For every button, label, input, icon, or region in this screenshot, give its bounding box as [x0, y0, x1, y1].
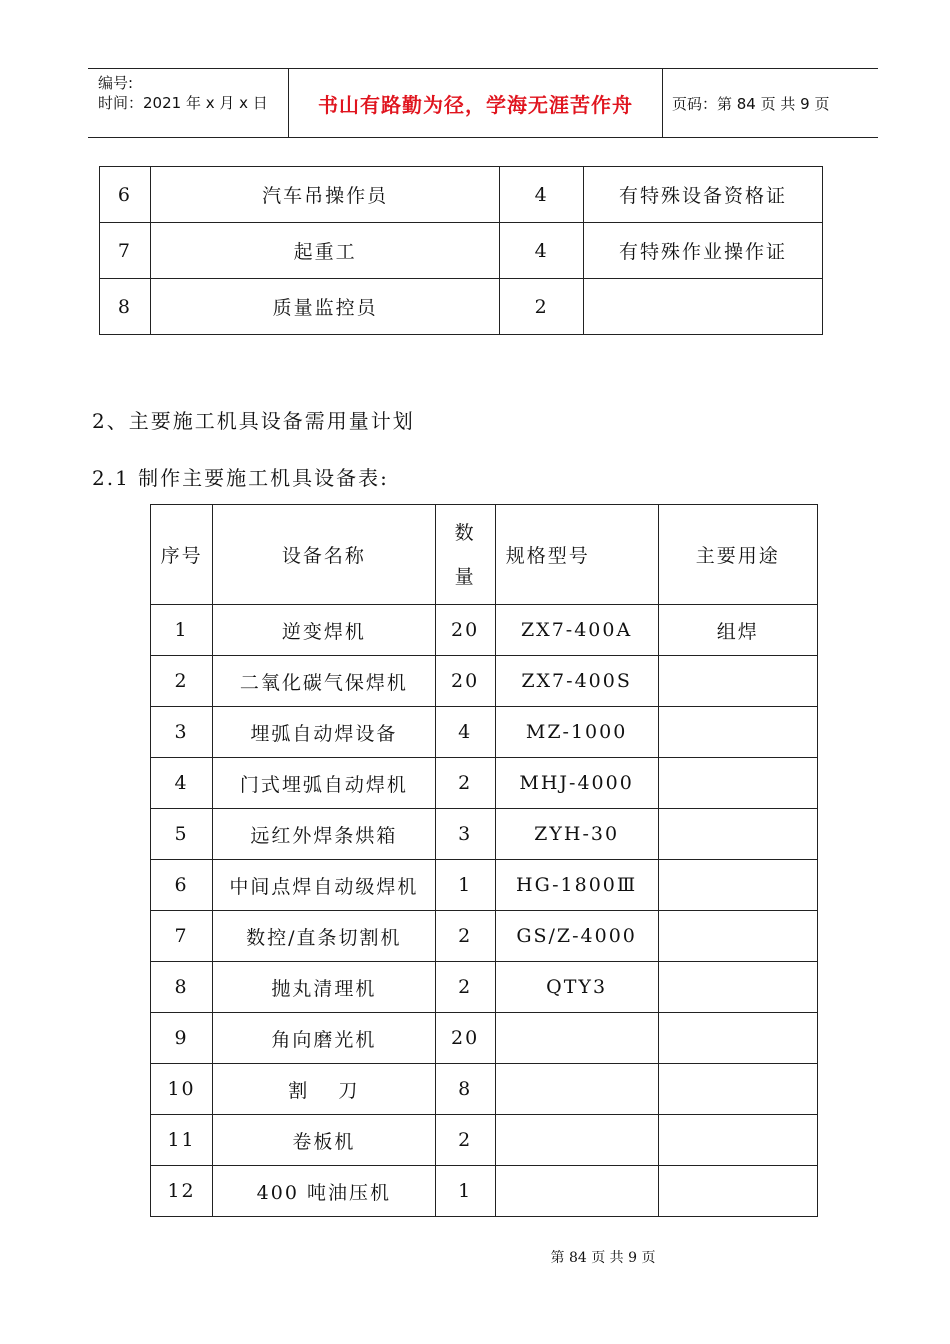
- cell-qty: 20: [435, 1013, 495, 1064]
- cell-spec: ZX7-400A: [495, 605, 658, 656]
- equipment-row: [151, 911, 818, 962]
- cell-seq: 1: [151, 605, 213, 656]
- cell-spec: ZYH-30: [495, 809, 658, 860]
- equipment-row: [151, 707, 818, 758]
- cell-seq: 9: [151, 1013, 213, 1064]
- cell-use: [658, 1013, 818, 1064]
- header-number-label: 编号:: [98, 74, 134, 92]
- header-page-info: 页码：第 84 页 共 9 页: [672, 94, 830, 113]
- cell-seq: 6: [151, 860, 213, 911]
- cell-qty: 2: [435, 911, 495, 962]
- cell-equipment-name: 中间点焊自动级焊机: [213, 860, 435, 911]
- cell-qty: 8: [435, 1064, 495, 1115]
- cell-equipment-name: 门式埋弧自动焊机: [213, 758, 435, 809]
- cell-equipment-name: 割 刀: [213, 1064, 435, 1115]
- cell-seq: 2: [151, 656, 213, 707]
- equipment-row: [151, 1013, 818, 1064]
- equipment-row: [151, 605, 818, 656]
- cell-count: 2: [500, 279, 584, 335]
- cell-use: [658, 809, 818, 860]
- cell-use: [658, 962, 818, 1013]
- cell-seq: 8: [151, 962, 213, 1013]
- cell-spec: GS/Z-4000: [495, 911, 658, 962]
- cell-equipment-name: 卷板机: [213, 1115, 435, 1166]
- page-header: [88, 68, 878, 138]
- equipment-table: [150, 504, 818, 1217]
- cell-use: [658, 1064, 818, 1115]
- cell-seq: 10: [151, 1064, 213, 1115]
- cell-spec: HG-1800Ⅲ: [495, 860, 658, 911]
- section-heading-equipment-plan: 2、主要施工机具设备需用量计划: [92, 409, 415, 433]
- cell-spec: [495, 1064, 658, 1115]
- cell-equipment-name: 埋弧自动焊设备: [213, 707, 435, 758]
- cell-spec: MHJ-4000: [495, 758, 658, 809]
- cell-use: [658, 707, 818, 758]
- header-use: 主要用途: [658, 505, 818, 605]
- cell-spec: MZ-1000: [495, 707, 658, 758]
- cell-seq: 8: [100, 279, 151, 335]
- cell-qty: 20: [435, 605, 495, 656]
- equipment-row: [151, 1166, 818, 1217]
- equipment-row: [151, 1064, 818, 1115]
- cell-qty: 2: [435, 758, 495, 809]
- cell-equipment-name: 远红外焊条烘箱: [213, 809, 435, 860]
- equipment-table-body: [151, 505, 818, 1217]
- cell-use: 组焊: [658, 605, 818, 656]
- personnel-row: [100, 167, 823, 223]
- cell-use: [658, 1115, 818, 1166]
- cell-spec: [495, 1115, 658, 1166]
- personnel-table-body: [100, 167, 823, 335]
- personnel-row: [100, 223, 823, 279]
- cell-seq: 4: [151, 758, 213, 809]
- cell-equipment-name: 400 吨油压机: [213, 1166, 435, 1217]
- cell-qty: 2: [435, 1115, 495, 1166]
- cell-equipment-name: 逆变焊机: [213, 605, 435, 656]
- cell-certificate: 有特殊设备资格证: [583, 167, 822, 223]
- cell-use: [658, 860, 818, 911]
- equipment-row: [151, 809, 818, 860]
- cell-use: [658, 656, 818, 707]
- personnel-row: [100, 279, 823, 335]
- cell-use: [658, 1166, 818, 1217]
- page-footer: [0, 1247, 950, 1267]
- header-name: 设备名称: [213, 505, 435, 605]
- cell-use: [658, 911, 818, 962]
- cell-seq: 7: [100, 223, 151, 279]
- cell-seq: 3: [151, 707, 213, 758]
- cell-equipment-name: 抛丸清理机: [213, 962, 435, 1013]
- cell-use: [658, 758, 818, 809]
- cell-role: 起重工: [150, 223, 499, 279]
- header-seq: 序号: [151, 505, 213, 605]
- cell-qty: 1: [435, 860, 495, 911]
- cell-qty: 20: [435, 656, 495, 707]
- cell-spec: [495, 1166, 658, 1217]
- cell-qty: 4: [435, 707, 495, 758]
- cell-seq: 7: [151, 911, 213, 962]
- equipment-row: [151, 1115, 818, 1166]
- cell-count: 4: [500, 223, 584, 279]
- cell-certificate: 有特殊作业操作证: [583, 223, 822, 279]
- cell-qty: 1: [435, 1166, 495, 1217]
- cell-qty: 3: [435, 809, 495, 860]
- header-meta: [88, 69, 288, 137]
- cell-seq: 5: [151, 809, 213, 860]
- section-heading-equipment-table: 2.1 制作主要施工机具设备表:: [92, 466, 389, 490]
- equipment-row: [151, 962, 818, 1013]
- header-qty-bottom: 量: [454, 565, 476, 588]
- header-motto: 书山有路勤为径，学海无涯苦作舟: [288, 69, 663, 137]
- cell-equipment-name: 角向磨光机: [213, 1013, 435, 1064]
- cell-role: 质量监控员: [150, 279, 499, 335]
- cell-spec: [495, 1013, 658, 1064]
- cell-equipment-name: 数控/直条切割机: [213, 911, 435, 962]
- header-date: 时间：2021 年 x 月 x 日: [98, 94, 268, 112]
- cell-equipment-name: 二氧化碳气保焊机: [213, 656, 435, 707]
- cell-spec: QTY3: [495, 962, 658, 1013]
- cell-role: 汽车吊操作员: [150, 167, 499, 223]
- header-qty-top: 数: [454, 521, 476, 544]
- header-spec: 规格型号: [495, 505, 658, 605]
- cell-seq: 11: [151, 1115, 213, 1166]
- cell-qty: 2: [435, 962, 495, 1013]
- cell-spec: ZX7-400S: [495, 656, 658, 707]
- cell-certificate: [583, 279, 822, 335]
- cell-count: 4: [500, 167, 584, 223]
- cell-seq: 12: [151, 1166, 213, 1217]
- header-qty: [435, 505, 495, 605]
- cell-seq: 6: [100, 167, 151, 223]
- equipment-table-header-row: [151, 505, 818, 605]
- personnel-table: [99, 166, 823, 335]
- footer-page-number: 第 84 页 共 9 页: [550, 1250, 656, 1266]
- equipment-row: [151, 656, 818, 707]
- equipment-row: [151, 758, 818, 809]
- equipment-row: [151, 860, 818, 911]
